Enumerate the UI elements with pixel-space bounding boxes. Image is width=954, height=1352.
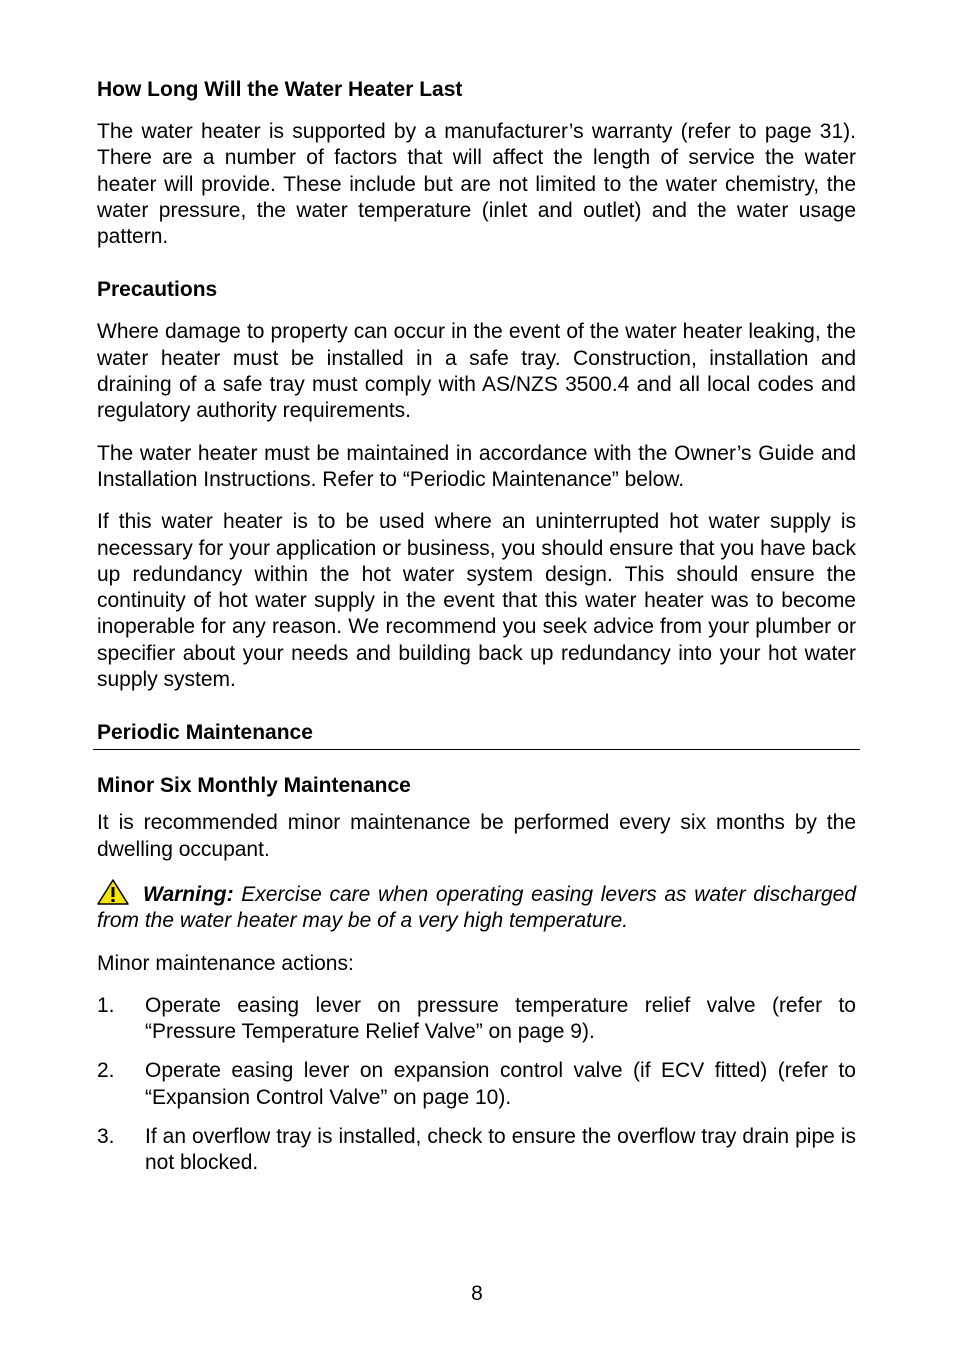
paragraph-precautions-2: The water heater must be maintained in accordance with the Owner’s Guide and Installation Instructions. Refer to “Periodic Maintenance” below. [97,441,856,491]
section-divider [93,719,860,750]
list-item [97,1124,856,1177]
list-item-text: If an overflow tray is installed, check to ensure the overflow tray drain pipe is not blocked. [145,1125,856,1175]
document-page [97,76,856,1190]
page-number: 8 [471,1282,483,1305]
heading-lifespan: How Long Will the Water Heater Last [97,78,463,101]
actions-label: Minor maintenance actions: [97,951,354,975]
actions-list [97,993,856,1177]
paragraph-minor-intro: It is recommended minor maintenance be performed every six months by the dwelling occupant. [97,811,856,861]
list-item [97,993,856,1046]
list-item-text: Operate easing lever on pressure temperature relief valve (refer to “Pressure Temperature Relief Valve” on page 9). [145,993,856,1044]
paragraph-lifespan: The water heater is supported by a manufacturer’s warranty (refer to page 31). There are a number of factors that will affect the length of service the water heater will provide. These include but are not limited to the water chemistry, the water pressure, the water temperature (inlet and outlet) and the water usage pattern. [97,120,856,249]
heading-minor-maintenance: Minor Six Monthly Maintenance [97,774,411,798]
warning-label: Warning: [143,882,234,906]
list-item-number: 2. [97,1059,115,1083]
list-item-number: 3. [97,1125,115,1149]
heading-periodic-maintenance: Periodic Maintenance [97,721,313,745]
list-item [97,1058,856,1111]
paragraph-precautions-1: Where damage to property can occur in the event of the water heater leaking, the water heater must be installed in a safe tray. Construction, installation and draining of a safe tray must comply with AS/NZS 3500.4 and all local codes and regulatory authority requirements. [97,320,856,423]
list-item-number: 1. [97,993,115,1017]
warning-text: Exercise care when operating easing levers as water discharged from the water heater may be of a very high temperature. [97,882,856,933]
paragraph-precautions-3: If this water heater is to be used where an uninterrupted hot water supply is necessary for your application or business, you should ensure that you have back up redundancy within the hot water system design. This should ensure the continuity of hot water supply in the event that this water heater was to become inoperable for any reason. We recommend you seek advice from your plumber or specifier about your needs and building back up redundancy into your hot water supply system. [97,510,856,692]
heading-precautions: Precautions [97,278,218,302]
warning-triangle-icon [97,879,129,905]
list-item-text: Operate easing lever on expansion control valve (if ECV fitted) (refer to “Expansion Control Valve” on page 10). [145,1059,856,1109]
warning-note [97,879,856,935]
